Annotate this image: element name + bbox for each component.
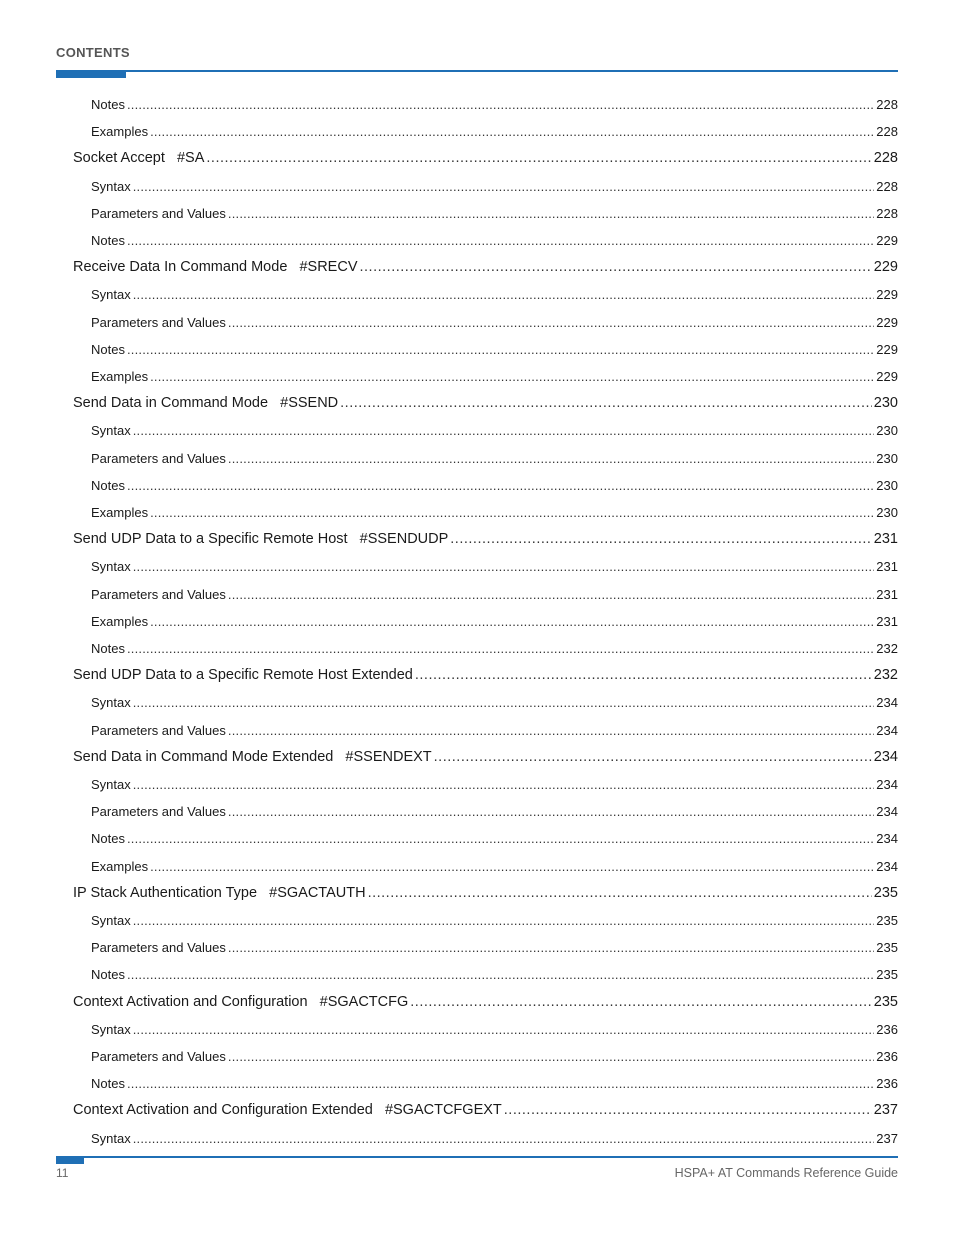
toc-entry-page: 235 (876, 967, 898, 983)
toc-subsection-entry[interactable] (91, 206, 898, 221)
toc-dot-leader (133, 287, 875, 302)
toc-entry-page: 229 (876, 314, 898, 330)
toc-entry-title: Parameters and Values (91, 586, 226, 602)
toc-entry-page: 230 (876, 477, 898, 493)
toc-subsection-entry[interactable] (91, 940, 898, 955)
toc-entry-page: 229 (873, 259, 898, 276)
toc-entry-title: Notes (91, 967, 125, 983)
toc-entry-title: Parameters and Values (91, 722, 226, 738)
toc-dot-leader (127, 967, 874, 982)
toc-entry-page: 235 (873, 884, 898, 901)
toc-entry-title: Syntax (91, 559, 131, 575)
toc-dot-leader (150, 614, 874, 629)
toc-section-entry[interactable] (73, 259, 898, 275)
toc-subsection-entry[interactable] (91, 1022, 898, 1037)
toc-entry-page: 236 (876, 1049, 898, 1064)
toc-entry-title: Parameters and Values (91, 450, 226, 466)
footer-page-number: 11 (56, 1166, 69, 1180)
toc-entry-page: 230 (876, 423, 898, 439)
toc-entry-title: Notes (91, 1076, 125, 1092)
toc-entry-page: 234 (876, 777, 898, 792)
header-accent-tab (56, 70, 126, 78)
toc-subsection-entry[interactable] (91, 913, 898, 928)
toc-entry-title: Notes (91, 477, 125, 493)
toc-entry-title: Syntax (91, 777, 131, 792)
footer-rule (56, 1156, 898, 1158)
toc-dot-leader (228, 587, 874, 602)
toc-subsection-entry[interactable] (91, 451, 898, 466)
toc-entry-title: Send UDP Data to a Specific Remote Host #SSENDUDP (73, 531, 449, 548)
toc-entry-page: 231 (873, 531, 898, 548)
toc-dot-leader (127, 831, 874, 846)
toc-subsection-entry[interactable] (91, 478, 898, 493)
toc-dot-leader (133, 913, 875, 928)
toc-entry-title: Send UDP Data to a Specific Remote Host Extended (73, 667, 413, 684)
toc-entry-title: Notes (91, 641, 125, 656)
toc-entry-page: 229 (876, 233, 898, 248)
toc-dot-leader (150, 369, 874, 384)
toc-entry-page: 231 (876, 586, 898, 602)
toc-subsection-entry[interactable] (91, 1049, 898, 1064)
toc-entry-page: 234 (873, 748, 898, 765)
toc-entry-title: Examples (91, 369, 149, 384)
toc-dot-leader (228, 451, 874, 466)
toc-subsection-entry[interactable] (91, 641, 898, 656)
toc-dot-leader (150, 505, 874, 520)
toc-subsection-entry[interactable] (91, 614, 898, 629)
toc-dot-leader (415, 667, 872, 683)
toc-dot-leader (133, 1022, 875, 1037)
toc-entry-page: 235 (876, 913, 898, 928)
toc-entry-title: Notes (91, 341, 125, 357)
toc-section-entry[interactable] (73, 885, 898, 901)
toc-subsection-entry[interactable] (91, 505, 898, 520)
toc-dot-leader (127, 478, 874, 493)
toc-entry-title: Syntax (91, 1130, 131, 1146)
toc-entry-title: Receive Data In Command Mode #SRECV (73, 259, 358, 276)
toc-subsection-entry[interactable] (91, 804, 898, 819)
toc-dot-leader (206, 150, 871, 166)
toc-entry-page: 237 (873, 1102, 898, 1119)
toc-dot-leader (228, 723, 874, 738)
toc-subsection-entry[interactable] (91, 967, 898, 982)
toc-entry-title: Syntax (91, 287, 131, 303)
toc-entry-page: 237 (876, 1130, 898, 1146)
toc-entry-page: 228 (876, 97, 898, 112)
toc-entry-title: Examples (91, 505, 149, 520)
toc-subsection-entry[interactable] (91, 559, 898, 574)
toc-entry-page: 229 (876, 369, 898, 384)
toc-subsection-entry[interactable] (91, 179, 898, 194)
toc-dot-leader (133, 777, 875, 792)
toc-section-entry[interactable] (73, 994, 898, 1010)
toc-entry-title: Syntax (91, 178, 131, 194)
toc-subsection-entry[interactable] (91, 859, 898, 874)
toc-dot-leader (228, 206, 874, 221)
toc-dot-leader (133, 1131, 875, 1146)
toc-entry-title: Send Data in Command Mode Extended #SSENDEXT (73, 748, 432, 765)
toc-entry-title: Context Activation and Configuration #SGACTCFG (73, 993, 409, 1010)
toc-subsection-entry[interactable] (91, 695, 898, 710)
toc-dot-leader (228, 1049, 874, 1064)
toc-subsection-entry[interactable] (91, 97, 898, 112)
toc-dot-leader (133, 423, 875, 438)
footer-accent-tab (56, 1156, 84, 1164)
footer-document-title: HSPA+ AT Commands Reference Guide (674, 1166, 898, 1180)
toc-subsection-entry[interactable] (91, 233, 898, 248)
toc-entry-title: Notes (91, 831, 125, 847)
toc-dot-leader (127, 233, 874, 248)
toc-entry-page: 235 (876, 940, 898, 956)
toc-entry-title: Examples (91, 124, 149, 140)
toc-dot-leader (504, 1102, 872, 1118)
toc-subsection-entry[interactable] (91, 1131, 898, 1146)
toc-entry-title: Parameters and Values (91, 940, 226, 956)
toc-subsection-entry[interactable] (91, 342, 898, 357)
toc-entry-page: 228 (876, 124, 898, 140)
toc-entry-page: 229 (876, 287, 898, 303)
toc-dot-leader (228, 315, 874, 330)
toc-entry-page: 231 (876, 613, 898, 629)
toc-entry-page: 235 (873, 993, 898, 1010)
toc-subsection-entry[interactable] (91, 1076, 898, 1091)
toc-dot-leader (133, 179, 875, 194)
toc-entry-title: Syntax (91, 1021, 131, 1037)
toc-entry-title: Parameters and Values (91, 205, 226, 221)
toc-dot-leader (228, 804, 874, 819)
toc-dot-leader (127, 97, 874, 112)
toc-subsection-entry[interactable] (91, 315, 898, 330)
toc-entry-page: 232 (876, 641, 898, 656)
toc-entry-page: 234 (876, 804, 898, 820)
toc-entry-page: 228 (876, 205, 898, 221)
toc-entry-page: 231 (876, 559, 898, 575)
toc-dot-leader (410, 994, 872, 1010)
toc-entry-page: 236 (876, 1021, 898, 1037)
toc-entry-page: 236 (876, 1076, 898, 1092)
toc-dot-leader (133, 695, 875, 710)
toc-entry-page: 234 (876, 695, 898, 711)
toc-subsection-entry[interactable] (91, 777, 898, 792)
toc-subsection-entry[interactable] (91, 723, 898, 738)
toc-entry-page: 230 (876, 505, 898, 520)
toc-section-entry[interactable] (73, 150, 898, 166)
toc-entry-title: IP Stack Authentication Type #SGACTAUTH (73, 884, 366, 901)
toc-entry-title: Notes (91, 233, 125, 248)
toc-entry-page: 228 (873, 150, 898, 167)
toc-subsection-entry[interactable] (91, 831, 898, 846)
toc-entry-page: 234 (876, 831, 898, 847)
toc-section-entry[interactable] (73, 667, 898, 683)
toc-subsection-entry[interactable] (91, 369, 898, 384)
toc-entry-title: Parameters and Values (91, 804, 226, 820)
toc-dot-leader (127, 342, 874, 357)
toc-dot-leader (450, 531, 872, 547)
toc-dot-leader (133, 559, 875, 574)
toc-entry-page: 230 (876, 450, 898, 466)
toc-entry-title: Parameters and Values (91, 314, 226, 330)
toc-dot-leader (228, 940, 874, 955)
toc-dot-leader (127, 1076, 874, 1091)
toc-entry-title: Socket Accept #SA (73, 150, 205, 167)
toc-entry-title: Syntax (91, 695, 131, 711)
toc-entry-title: Send Data in Command Mode #SSEND (73, 395, 339, 412)
toc-dot-leader (127, 641, 874, 656)
toc-subsection-entry[interactable] (91, 287, 898, 302)
toc-entry-title: Notes (91, 97, 125, 112)
toc-entry-page: 234 (876, 722, 898, 738)
toc-subsection-entry[interactable] (91, 587, 898, 602)
toc-section-entry[interactable] (73, 395, 898, 411)
toc-entry-page: 229 (876, 341, 898, 357)
toc-section-entry[interactable] (73, 1102, 898, 1118)
toc-entry-title: Syntax (91, 423, 131, 439)
toc-dot-leader (360, 259, 872, 275)
toc-entry-page: 230 (873, 395, 898, 412)
toc-entry-title: Parameters and Values (91, 1049, 226, 1064)
toc-dot-leader (150, 124, 874, 139)
toc-dot-leader (368, 885, 872, 901)
header-rule (56, 70, 898, 72)
toc-entry-title: Syntax (91, 913, 131, 928)
toc-section-entry[interactable] (73, 531, 898, 547)
toc-dot-leader (434, 749, 872, 765)
toc-section-entry[interactable] (73, 749, 898, 765)
toc-entry-title: Examples (91, 858, 149, 874)
toc-entry-page: 228 (876, 178, 898, 194)
toc-subsection-entry[interactable] (91, 423, 898, 438)
header-title: CONTENTS (56, 45, 130, 60)
toc-entry-page: 234 (876, 858, 898, 874)
toc-entry-page: 232 (873, 667, 898, 684)
toc-dot-leader (340, 395, 872, 411)
toc-entry-title: Context Activation and Configuration Extended #SGACTCFGEXT (73, 1102, 502, 1119)
toc-subsection-entry[interactable] (91, 124, 898, 139)
toc-dot-leader (150, 859, 874, 874)
toc-entry-title: Examples (91, 613, 149, 629)
